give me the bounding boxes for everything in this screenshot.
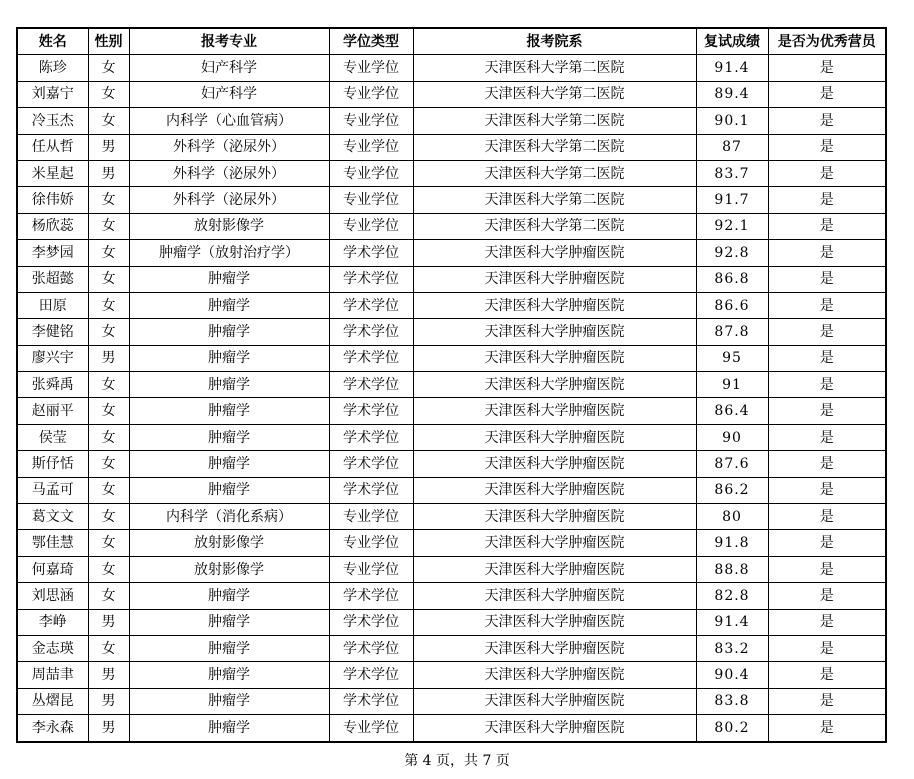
cell-name: 廖兴宇 (17, 345, 88, 371)
cell-name: 李峥 (17, 609, 88, 635)
cell-gender: 男 (88, 134, 129, 160)
cell-school: 天津医科大学肿瘤医院 (413, 688, 696, 714)
cell-degree: 学术学位 (329, 372, 413, 398)
cell-major: 放射影像学 (129, 530, 329, 556)
cell-gender: 女 (88, 266, 129, 292)
cell-excellent: 是 (768, 160, 886, 186)
cell-school: 天津医科大学肿瘤医院 (413, 504, 696, 530)
cell-name: 田原 (17, 292, 88, 318)
cell-degree: 专业学位 (329, 81, 413, 107)
cell-school: 天津医科大学第二医院 (413, 187, 696, 213)
table-row (17, 81, 886, 107)
cell-gender: 女 (88, 319, 129, 345)
cell-name: 刘嘉宁 (17, 81, 88, 107)
cell-gender: 女 (88, 451, 129, 477)
cell-major: 肿瘤学 (129, 424, 329, 450)
cell-major: 肿瘤学 (129, 266, 329, 292)
cell-excellent: 是 (768, 319, 886, 345)
cell-excellent: 是 (768, 451, 886, 477)
cell-excellent: 是 (768, 556, 886, 582)
cell-excellent: 是 (768, 609, 886, 635)
table-row (17, 108, 886, 134)
cell-name: 张超懿 (17, 266, 88, 292)
cell-name: 冷玉杰 (17, 108, 88, 134)
cell-score: 91.8 (696, 530, 768, 556)
cell-gender: 女 (88, 530, 129, 556)
cell-gender: 女 (88, 556, 129, 582)
admission-table (16, 27, 887, 743)
cell-gender: 女 (88, 292, 129, 318)
cell-major: 外科学（泌尿外） (129, 134, 329, 160)
table-row (17, 319, 886, 345)
cell-major: 肿瘤学 (129, 292, 329, 318)
cell-name: 杨欣蕊 (17, 213, 88, 239)
header-excellent: 是否为优秀营员 (768, 28, 886, 55)
cell-score: 86.8 (696, 266, 768, 292)
table-row (17, 451, 886, 477)
cell-major: 肿瘤学 (129, 451, 329, 477)
cell-degree: 学术学位 (329, 662, 413, 688)
cell-major: 肿瘤学 (129, 583, 329, 609)
cell-score: 83.7 (696, 160, 768, 186)
cell-school: 天津医科大学第二医院 (413, 213, 696, 239)
cell-score: 87.8 (696, 319, 768, 345)
header-score: 复试成绩 (696, 28, 768, 55)
cell-school: 天津医科大学肿瘤医院 (413, 477, 696, 503)
cell-degree: 学术学位 (329, 635, 413, 661)
table-row (17, 477, 886, 503)
table-row (17, 424, 886, 450)
table-header-row (17, 28, 886, 55)
cell-school: 天津医科大学肿瘤医院 (413, 266, 696, 292)
cell-excellent: 是 (768, 55, 886, 81)
cell-gender: 男 (88, 345, 129, 371)
header-degree: 学位类型 (329, 28, 413, 55)
cell-degree: 专业学位 (329, 134, 413, 160)
cell-score: 82.8 (696, 583, 768, 609)
cell-name: 李永森 (17, 715, 88, 742)
cell-name: 马孟可 (17, 477, 88, 503)
cell-school: 天津医科大学肿瘤医院 (413, 635, 696, 661)
cell-name: 鄂佳慧 (17, 530, 88, 556)
cell-degree: 学术学位 (329, 319, 413, 345)
cell-name: 刘思涵 (17, 583, 88, 609)
cell-name: 金志瑛 (17, 635, 88, 661)
cell-school: 天津医科大学第二医院 (413, 81, 696, 107)
cell-score: 92.1 (696, 213, 768, 239)
cell-gender: 女 (88, 81, 129, 107)
cell-gender: 女 (88, 504, 129, 530)
cell-degree: 学术学位 (329, 688, 413, 714)
cell-school: 天津医科大学肿瘤医院 (413, 345, 696, 371)
cell-score: 87.6 (696, 451, 768, 477)
cell-excellent: 是 (768, 424, 886, 450)
cell-major: 妇产科学 (129, 81, 329, 107)
cell-gender: 女 (88, 372, 129, 398)
cell-excellent: 是 (768, 266, 886, 292)
cell-gender: 男 (88, 160, 129, 186)
header-school: 报考院系 (413, 28, 696, 55)
cell-score: 90.1 (696, 108, 768, 134)
cell-school: 天津医科大学肿瘤医院 (413, 240, 696, 266)
cell-major: 妇产科学 (129, 55, 329, 81)
cell-score: 86.2 (696, 477, 768, 503)
cell-name: 斯伃恬 (17, 451, 88, 477)
cell-gender: 女 (88, 108, 129, 134)
cell-school: 天津医科大学肿瘤医院 (413, 319, 696, 345)
cell-name: 李梦园 (17, 240, 88, 266)
cell-excellent: 是 (768, 372, 886, 398)
cell-name: 李健铭 (17, 319, 88, 345)
cell-degree: 学术学位 (329, 345, 413, 371)
cell-major: 肿瘤学 (129, 345, 329, 371)
table-row (17, 187, 886, 213)
cell-score: 80 (696, 504, 768, 530)
table-row (17, 213, 886, 239)
cell-degree: 专业学位 (329, 160, 413, 186)
cell-gender: 男 (88, 715, 129, 742)
table-row (17, 530, 886, 556)
table-row (17, 688, 886, 714)
table-row (17, 240, 886, 266)
header-gender: 性别 (88, 28, 129, 55)
cell-score: 95 (696, 345, 768, 371)
cell-school: 天津医科大学第二医院 (413, 108, 696, 134)
table-row (17, 504, 886, 530)
cell-gender: 女 (88, 583, 129, 609)
cell-excellent: 是 (768, 635, 886, 661)
cell-name: 赵丽平 (17, 398, 88, 424)
cell-excellent: 是 (768, 345, 886, 371)
cell-major: 肿瘤学 (129, 477, 329, 503)
cell-degree: 专业学位 (329, 213, 413, 239)
cell-name: 张舜禹 (17, 372, 88, 398)
cell-major: 放射影像学 (129, 556, 329, 582)
cell-degree: 学术学位 (329, 424, 413, 450)
cell-name: 葛文文 (17, 504, 88, 530)
table-row (17, 372, 886, 398)
cell-gender: 女 (88, 55, 129, 81)
cell-school: 天津医科大学第二医院 (413, 160, 696, 186)
cell-excellent: 是 (768, 688, 886, 714)
cell-excellent: 是 (768, 240, 886, 266)
cell-school: 天津医科大学肿瘤医院 (413, 398, 696, 424)
cell-gender: 女 (88, 477, 129, 503)
cell-degree: 学术学位 (329, 609, 413, 635)
cell-major: 放射影像学 (129, 213, 329, 239)
cell-degree: 学术学位 (329, 451, 413, 477)
cell-name: 徐伟娇 (17, 187, 88, 213)
cell-gender: 女 (88, 635, 129, 661)
table-row (17, 266, 886, 292)
cell-name: 侯莹 (17, 424, 88, 450)
cell-gender: 女 (88, 213, 129, 239)
cell-gender: 女 (88, 424, 129, 450)
cell-degree: 专业学位 (329, 108, 413, 134)
table-row (17, 609, 886, 635)
cell-excellent: 是 (768, 715, 886, 742)
cell-school: 天津医科大学肿瘤医院 (413, 424, 696, 450)
cell-school: 天津医科大学肿瘤医院 (413, 609, 696, 635)
cell-score: 91.4 (696, 609, 768, 635)
cell-score: 86.6 (696, 292, 768, 318)
cell-major: 肿瘤学（放射治疗学） (129, 240, 329, 266)
cell-excellent: 是 (768, 187, 886, 213)
cell-excellent: 是 (768, 477, 886, 503)
cell-gender: 男 (88, 688, 129, 714)
cell-degree: 专业学位 (329, 504, 413, 530)
cell-school: 天津医科大学肿瘤医院 (413, 530, 696, 556)
cell-major: 肿瘤学 (129, 372, 329, 398)
table-row (17, 556, 886, 582)
table-row (17, 345, 886, 371)
cell-excellent: 是 (768, 292, 886, 318)
cell-excellent: 是 (768, 530, 886, 556)
cell-degree: 学术学位 (329, 583, 413, 609)
cell-score: 91.7 (696, 187, 768, 213)
cell-degree: 专业学位 (329, 715, 413, 742)
cell-score: 83.2 (696, 635, 768, 661)
cell-degree: 专业学位 (329, 530, 413, 556)
table-row (17, 715, 886, 742)
table-row (17, 662, 886, 688)
cell-excellent: 是 (768, 213, 886, 239)
header-major: 报考专业 (129, 28, 329, 55)
table-body (17, 55, 886, 742)
table-row (17, 398, 886, 424)
cell-score: 83.8 (696, 688, 768, 714)
cell-name: 周喆聿 (17, 662, 88, 688)
header-name: 姓名 (17, 28, 88, 55)
cell-excellent: 是 (768, 134, 886, 160)
cell-name: 何嘉琦 (17, 556, 88, 582)
cell-degree: 学术学位 (329, 477, 413, 503)
cell-excellent: 是 (768, 583, 886, 609)
table-row (17, 134, 886, 160)
cell-major: 肿瘤学 (129, 688, 329, 714)
cell-degree: 学术学位 (329, 266, 413, 292)
cell-major: 肿瘤学 (129, 635, 329, 661)
cell-score: 91 (696, 372, 768, 398)
cell-major: 内科学（消化系病） (129, 504, 329, 530)
cell-major: 肿瘤学 (129, 715, 329, 742)
cell-major: 肿瘤学 (129, 319, 329, 345)
page-footer: 第 4 页，共 7 页 (404, 753, 510, 769)
cell-degree: 专业学位 (329, 55, 413, 81)
cell-major: 外科学（泌尿外） (129, 187, 329, 213)
cell-excellent: 是 (768, 504, 886, 530)
cell-score: 90 (696, 424, 768, 450)
table-row (17, 635, 886, 661)
cell-major: 肿瘤学 (129, 662, 329, 688)
cell-score: 92.8 (696, 240, 768, 266)
cell-major: 外科学（泌尿外） (129, 160, 329, 186)
cell-gender: 女 (88, 240, 129, 266)
cell-school: 天津医科大学肿瘤医院 (413, 556, 696, 582)
cell-degree: 专业学位 (329, 187, 413, 213)
cell-major: 内科学（心血管病） (129, 108, 329, 134)
cell-school: 天津医科大学肿瘤医院 (413, 583, 696, 609)
cell-score: 87 (696, 134, 768, 160)
cell-school: 天津医科大学肿瘤医院 (413, 451, 696, 477)
cell-gender: 男 (88, 662, 129, 688)
cell-school: 天津医科大学肿瘤医院 (413, 372, 696, 398)
cell-score: 80.2 (696, 715, 768, 742)
cell-score: 88.8 (696, 556, 768, 582)
table-row (17, 292, 886, 318)
cell-name: 任从哲 (17, 134, 88, 160)
cell-score: 91.4 (696, 55, 768, 81)
cell-excellent: 是 (768, 81, 886, 107)
cell-school: 天津医科大学第二医院 (413, 55, 696, 81)
cell-name: 丛熠昆 (17, 688, 88, 714)
cell-excellent: 是 (768, 398, 886, 424)
cell-gender: 男 (88, 609, 129, 635)
cell-name: 陈珍 (17, 55, 88, 81)
cell-excellent: 是 (768, 662, 886, 688)
cell-degree: 专业学位 (329, 556, 413, 582)
cell-name: 米星起 (17, 160, 88, 186)
cell-score: 86.4 (696, 398, 768, 424)
cell-school: 天津医科大学肿瘤医院 (413, 292, 696, 318)
cell-major: 肿瘤学 (129, 398, 329, 424)
table-row (17, 583, 886, 609)
cell-degree: 学术学位 (329, 292, 413, 318)
cell-score: 90.4 (696, 662, 768, 688)
table-row (17, 160, 886, 186)
cell-gender: 女 (88, 398, 129, 424)
cell-school: 天津医科大学第二医院 (413, 134, 696, 160)
cell-score: 89.4 (696, 81, 768, 107)
cell-school: 天津医科大学肿瘤医院 (413, 662, 696, 688)
cell-gender: 女 (88, 187, 129, 213)
cell-school: 天津医科大学肿瘤医院 (413, 715, 696, 742)
cell-excellent: 是 (768, 108, 886, 134)
cell-major: 肿瘤学 (129, 609, 329, 635)
cell-degree: 学术学位 (329, 398, 413, 424)
cell-degree: 学术学位 (329, 240, 413, 266)
table-row (17, 55, 886, 81)
